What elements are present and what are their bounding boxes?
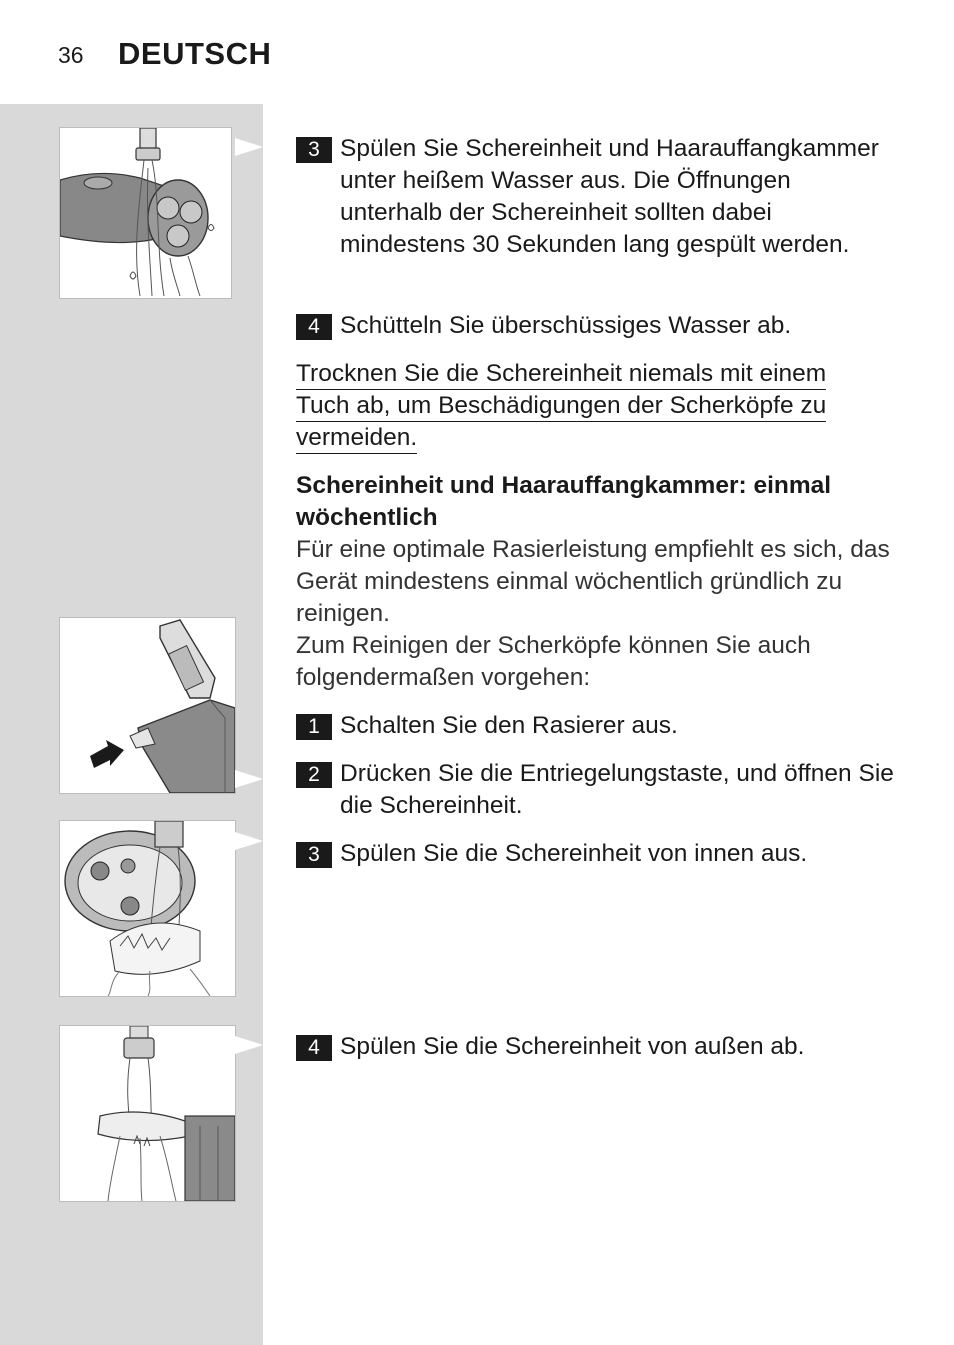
rinse-inside-illustration [59, 820, 236, 997]
weekly-intro: Für eine optimale Rasierleistung empfiehlt es sich, das Gerät mindestens einmal wöchentlich gründlich zu reinigen. [296, 536, 890, 627]
step-text: Spülen Sie Schereinheit und Haarauffangkammer unter heißem Wasser aus. Die Öffnungen unterhalb der Schereinheit sollten dabei mindestens 30 Sekunden lang gespült werden. [340, 135, 879, 258]
step-2-open [296, 758, 896, 822]
step-4-shake [296, 310, 896, 342]
step-text: Schütteln Sie überschüssiges Wasser ab. [340, 312, 792, 339]
release-button-arrow-icon [90, 740, 124, 768]
step-text: Spülen Sie die Schereinheit von innen aus. [340, 840, 808, 867]
page-number: 36 [58, 42, 84, 68]
warning-line: vermeiden. [296, 423, 417, 454]
step-4-rinse-outside [296, 1031, 896, 1063]
weekly-intro-2: Zum Reinigen der Scherköpfe können Sie auch folgendermaßen vorgehen: [296, 632, 811, 691]
illustration-pointer [235, 1036, 263, 1054]
open-shaving-unit-illustration [59, 617, 236, 794]
faucet-rinse-outside-icon [60, 1026, 235, 1201]
step-3-rinse [296, 133, 896, 261]
rinse-outside-illustration [59, 1025, 236, 1202]
step-number: 2 [296, 762, 332, 788]
step-text: Spülen Sie die Schereinheit von außen ab. [340, 1033, 805, 1060]
step-number: 3 [296, 137, 332, 163]
warning-line: Trocknen Sie die Schereinheit niemals mit einem [296, 359, 826, 390]
faucet-rinse-inside-icon [60, 821, 235, 996]
step-text: Drücken Sie die Entriegelungstaste, und öffnen Sie die Schereinheit. [340, 760, 894, 819]
step-number: 4 [296, 1035, 332, 1061]
weekly-heading: Schereinheit und Haarauffangkammer: einmal wöchentlich [296, 472, 832, 531]
illustration-pointer [235, 138, 263, 156]
faucet-rinse-shaving-head-icon [60, 128, 231, 298]
section-title: DEUTSCH [118, 36, 272, 71]
rinse-shaving-unit-illustration [59, 127, 232, 299]
step-3-rinse-inside [296, 838, 896, 870]
step-number: 3 [296, 842, 332, 868]
illustration-pointer [235, 832, 263, 850]
warning-line: Tuch ab, um Beschädigungen der Scherköpfe zu [296, 391, 826, 422]
illustration-pointer [235, 770, 263, 788]
warning-note [296, 358, 876, 454]
step-number: 4 [296, 314, 332, 340]
step-1-switch-off [296, 710, 896, 742]
step-number: 1 [296, 714, 332, 740]
step-text: Schalten Sie den Rasierer aus. [340, 712, 678, 739]
